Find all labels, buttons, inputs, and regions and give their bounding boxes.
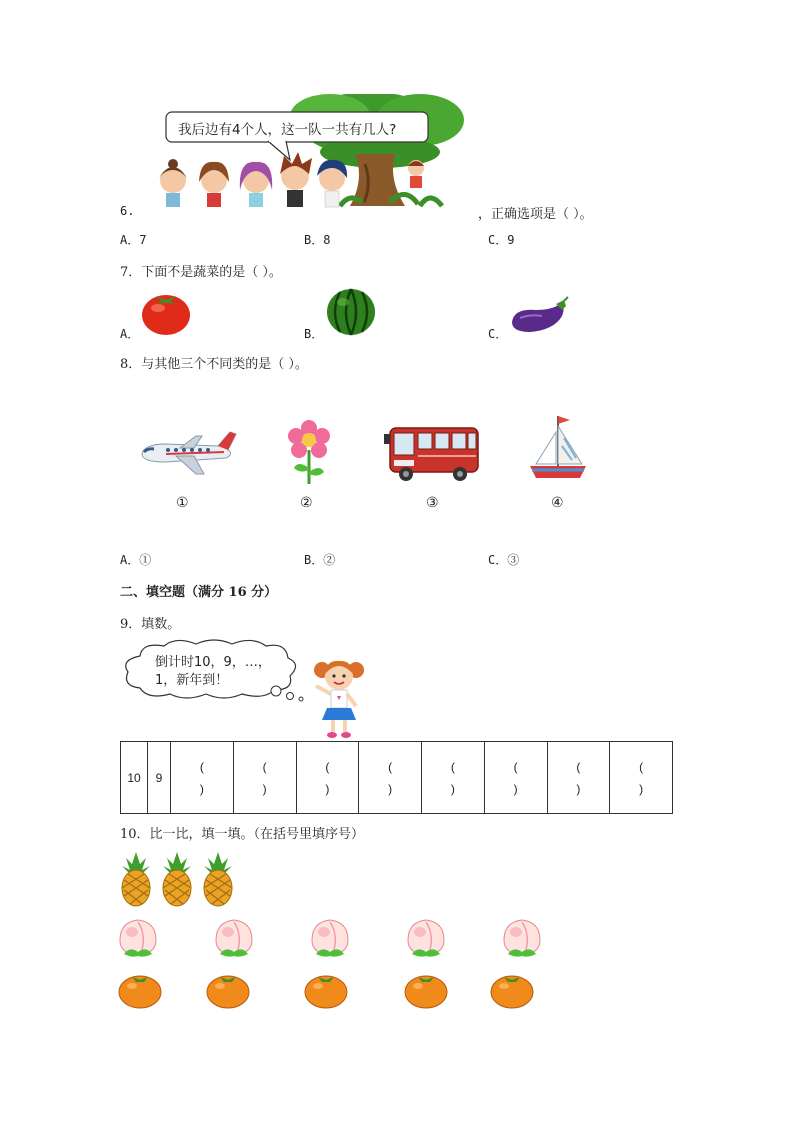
q8-label-2: ② [300, 495, 313, 511]
table-cell-blank[interactable] [484, 742, 547, 814]
kid-6 [408, 160, 424, 188]
pineapple-icon [122, 852, 150, 906]
paren-open: ( [450, 759, 455, 774]
paren-open: ( [199, 759, 204, 774]
q8-label-4: ④ [551, 495, 564, 511]
sailboat-icon [526, 412, 590, 486]
q6-number: 6. [120, 204, 135, 218]
q10-stem: 10．比一比，填一填。（在括号里填序号） [120, 827, 365, 842]
q6-option-b[interactable]: B．8 [304, 233, 331, 247]
table-row [121, 742, 673, 814]
bubble-line-2: 1，新年到！ [155, 673, 229, 688]
section2-title: 二、填空题（满分 16 分） [120, 585, 278, 600]
peach-icon [120, 920, 156, 957]
table-cell-blank[interactable] [359, 742, 422, 814]
peach-icon [312, 920, 348, 957]
countdown-table [120, 741, 673, 814]
bubble-line-1: 倒计时10，9，…， [155, 655, 271, 670]
paren-open: ( [576, 759, 581, 774]
paren-close: ) [325, 781, 330, 796]
table-cell-blank[interactable] [547, 742, 610, 814]
paren-close: ) [639, 781, 644, 796]
table-cell-blank[interactable] [171, 742, 234, 814]
paren-open: ( [325, 759, 330, 774]
orange-icon [207, 976, 249, 1008]
table-cell-blank[interactable] [610, 742, 673, 814]
table-cell-given-9: 9 [148, 742, 171, 814]
paren-open: ( [513, 759, 518, 774]
q6-stem: ，正确选项是（ ）。 [478, 207, 593, 222]
q8-option-a[interactable]: A．① [120, 553, 152, 567]
peach-icon [216, 920, 252, 957]
q6-option-a[interactable]: A．7 [120, 233, 147, 247]
q7-stem: 7．下面不是蔬菜的是（ ）。 [120, 265, 282, 280]
paren-close: ) [513, 781, 518, 796]
q8-option-c[interactable]: C．③ [488, 553, 520, 567]
q8-label-3: ③ [426, 495, 439, 511]
paren-close: ) [576, 781, 581, 796]
eggplant-icon [508, 296, 570, 334]
speech-text: 我后边有4个人，这一队一共有几人? [178, 122, 397, 138]
table-cell-blank[interactable] [296, 742, 359, 814]
paren-close: ) [262, 781, 267, 796]
peach-row [116, 916, 548, 960]
watermelon-icon [326, 288, 376, 336]
table-cell-blank[interactable] [422, 742, 485, 814]
q8-option-b[interactable]: B．② [304, 553, 336, 567]
tomato-icon [140, 288, 192, 336]
orange-icon [119, 976, 161, 1008]
girl-icon [310, 654, 368, 740]
paren-open: ( [388, 759, 393, 774]
table-cell-blank[interactable] [233, 742, 296, 814]
flower-icon [286, 420, 332, 486]
bus-icon [382, 424, 482, 482]
q7-option-c[interactable]: C． [488, 327, 508, 341]
orange-icon [405, 976, 447, 1008]
q7-option-b[interactable]: B． [304, 327, 324, 341]
orange-icon [491, 976, 533, 1008]
kid-1 [159, 159, 187, 207]
queue-illustration [150, 94, 470, 212]
peach-icon [408, 920, 444, 957]
pineapple-row [118, 850, 238, 908]
orange-row [118, 970, 538, 1010]
tree-icon [290, 94, 464, 206]
paren-close: ) [199, 781, 204, 796]
q8-label-1: ① [176, 495, 189, 511]
q8-stem: 8．与其他三个不同类的是（ ）。 [120, 357, 308, 372]
q9-stem: 9．填数。 [120, 617, 181, 632]
table-cell-given-10: 10 [121, 742, 148, 814]
kid-3 [240, 162, 272, 207]
thought-dots [268, 684, 308, 704]
q6-option-c[interactable]: C．9 [488, 233, 515, 247]
peach-icon [504, 920, 540, 957]
paren-open: ( [262, 759, 267, 774]
pineapple-icon [204, 852, 232, 906]
paren-open: ( [639, 759, 644, 774]
orange-icon [305, 976, 347, 1008]
q7-option-a[interactable]: A． [120, 327, 140, 341]
kid-4 [280, 152, 312, 207]
pineapple-icon [163, 852, 191, 906]
kid-2 [199, 162, 229, 207]
paren-close: ) [450, 781, 455, 796]
paren-close: ) [388, 781, 393, 796]
airplane-icon [136, 428, 240, 478]
